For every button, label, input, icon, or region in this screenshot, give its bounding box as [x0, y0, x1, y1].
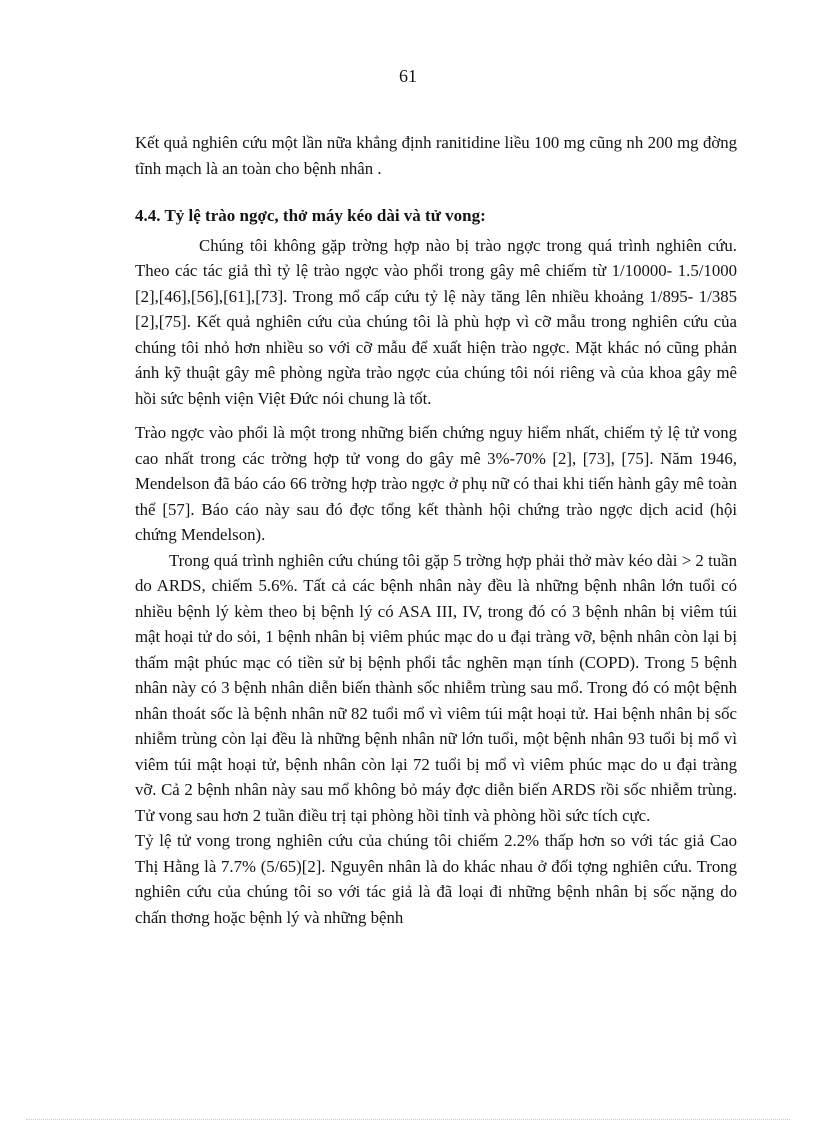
- paragraph-ranitidine-conclusion: Kết quả nghiên cứu một lần nữa khẳng định ranitidine liều 100 mg cũng nh 200 mg đờng tĩnh mạch là an toàn cho bệnh nhân .: [135, 133, 737, 178]
- page-number: 61: [399, 66, 417, 86]
- section-heading-4-4: 4.4. Tỷ lệ trào ngợc, thở máy kéo dài và tử vong:: [135, 206, 486, 225]
- paragraph-mendelson-syndrome: Trào ngợc vào phổi là một trong những biến chứng nguy hiểm nhất, chiếm tỷ lệ tử vong cao nhất trong các trờng hợp tử vong do gây mê 3%-70% [2], [73], [75]. Năm 1946, Mendelson đã báo cáo 66 trờng hợp trào ngợc ở phụ nữ có thai khi tiến hành gây mê toàn thể [57]. Báo cáo này sau đó đợc tổng kết thành hội chứng trào ngợc dịch acid (hội chứng Mendelson).: [135, 423, 737, 544]
- paragraph-mortality-rate: Tỷ lệ tử vong trong nghiên cứu của chúng tôi chiếm 2.2% thấp hơn so với tác giả Cao Thị Hằng là 7.7% (5/65)[2]. Nguyên nhân là do khác nhau ở đối tợng nghiên cứu. Trong nghiên cứu của chúng tôi so với tác giả là đã loại đi những bệnh nhân bị sốc nặng do chấn thơng hoặc bệnh lý và những bệnh: [135, 831, 737, 927]
- page-bottom-divider: [26, 1119, 790, 1120]
- paragraph-prolonged-ventilation: Trong quá trình nghiên cứu chúng tôi gặp 5 trờng hợp phải thở màv kéo dài > 2 tuần do ARDS, chiếm 5.6%. Tất cả các bệnh nhân này đều là những bệnh nhân lớn tuổi có nhiều bệnh lý kèm theo bị bệnh lý có ASA III, IV, trong đó có 3 bệnh nhân bị viêm túi mật hoại tử do sỏi, 1 bệnh nhân bị viêm phúc mạc do u đại tràng vỡ, bệnh nhân còn lại bị thấm mật phúc mạc có tiền sử bị bệnh phổi tắc nghẽn mạn tính (COPD). Trong 5 bệnh nhân này có 3 bệnh nhân diễn biến thành sốc nhiễm trùng sau mổ. Trong đó có một bệnh nhân thoát sốc là bệnh nhân nữ 82 tuổi mổ vì viêm túi mật hoại tử. Hai bệnh nhân bị sốc nhiễm trùng còn lại đều là những bệnh nhân nữ lớn tuổi, một bệnh nhân 93 tuổi bị mổ vì viêm túi mật hoại tử, bệnh nhân còn lại 72 tuổi bị mổ vì viêm phúc mạc do u đại tràng vỡ. Cả 2 bệnh nhân này sau mổ không bỏ máy đợc diễn biến ARDS rồi sốc nhiễm trùng. Tử vong sau hơn 2 tuần điều trị tại phòng hồi tỉnh và phòng hồi sức tích cực.: [135, 550, 737, 825]
- paragraph-reflux-incidence: Chúng tôi không gặp trờng hợp nào bị trào ngợc trong quá trình nghiên cứu. Theo các tác giả thì tỷ lệ trào ngợc vào phổi trong gây mê chiếm từ 1/10000- 1.5/1000 [2],[46],[56],[61],[73]. Trong mổ cấp cứu tỷ lệ này tăng lên nhiều khoảng 1/895- 1/385 [2],[75]. Kết quả nghiên cứu của chúng tôi là phù hợp vì cỡ mẫu trong nghiên cứu của chúng tôi nhỏ hơn nhiều so với cỡ mẫu để xuất hiện trào ngợc. Mặt khác nó cũng phản ánh kỹ thuật gây mê phòng ngừa trào ngợc của chúng tôi nói riêng và của khoa gây mê hồi sức bệnh viện Việt Đức nói chung là tốt.: [135, 235, 737, 408]
- page-body: [135, 130, 737, 930]
